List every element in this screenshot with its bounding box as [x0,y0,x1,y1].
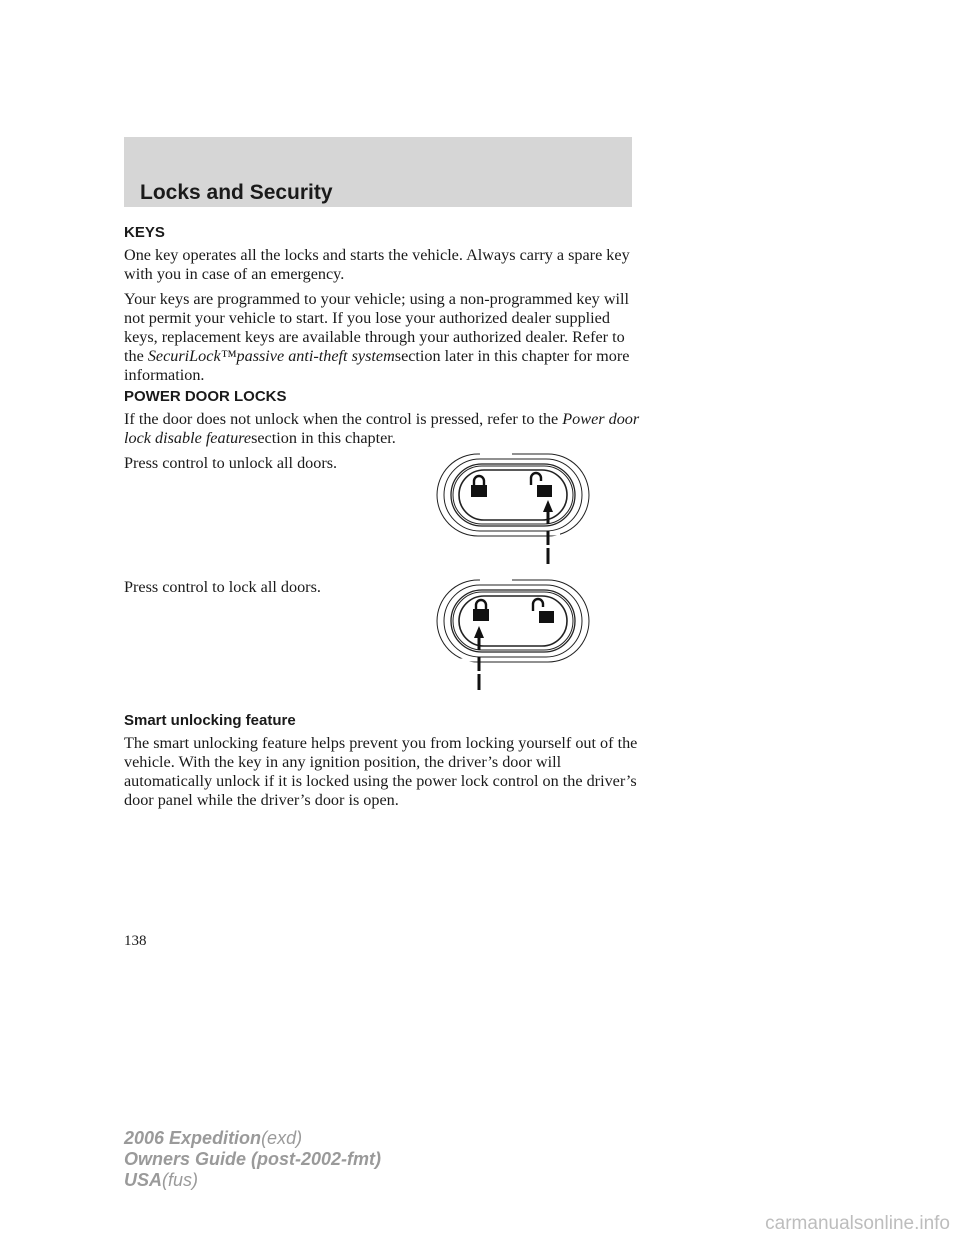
smart-unlocking-heading: Smart unlocking feature [124,712,296,729]
unlock-press-arrow-icon [543,500,553,564]
unlocked-padlock-icon [531,473,552,497]
unlock-instruction: Press control to unlock all doors. [124,454,338,472]
unlock-control-illustration [420,448,600,570]
document-footer: 2006 Expedition(exd) Owners Guide (post-2002-fmt) USA(fus) [124,1128,382,1190]
locked-padlock-icon [471,476,487,497]
power-door-locks-heading: POWER DOOR LOCKS [124,388,287,405]
keys-heading: KEYS [124,224,165,241]
keys-paragraph-2: Your keys are programmed to your vehicle; using a non-programmed key will not permit your vehicle to start. If you lose your authorized dealer supplied keys, replacement keys are available through your authorized dealer. Refer to the SecuriLock™passive anti-theft systemsection later in this chapter for more information. [124,290,630,384]
securilock-reference: SecuriLock™passive anti-theft system [147,347,395,365]
disable-feature-reference: Power door lock disable feature [124,410,640,447]
lock-control-illustration [420,574,600,696]
page-number: 138 [124,933,147,949]
keys-paragraph-1: One key operates all the locks and starts the vehicle. Always carry a spare key with you in case of an emergency. [124,246,630,283]
section-title: Locks and Security [140,181,333,204]
lock-press-arrow-icon [474,626,484,690]
lock-instruction: Press control to lock all doors. [124,578,321,596]
smart-unlocking-paragraph: The smart unlocking feature helps prevent you from locking yourself out of the vehicle. With the key in any ignition position, the driver’s door will automatically unlock if it is locked using the power lock control on the driver’s door panel while the driver’s door is open. [124,734,638,809]
section-header-band [124,137,632,207]
watermark-link[interactable]: carmanualsonline.info [765,1213,950,1234]
unlocked-padlock-icon [533,599,554,623]
locked-padlock-icon [473,600,489,621]
power-locks-paragraph: If the door does not unlock when the control is pressed, refer to the Power door lock disable featuresection in this chapter. [124,410,640,447]
